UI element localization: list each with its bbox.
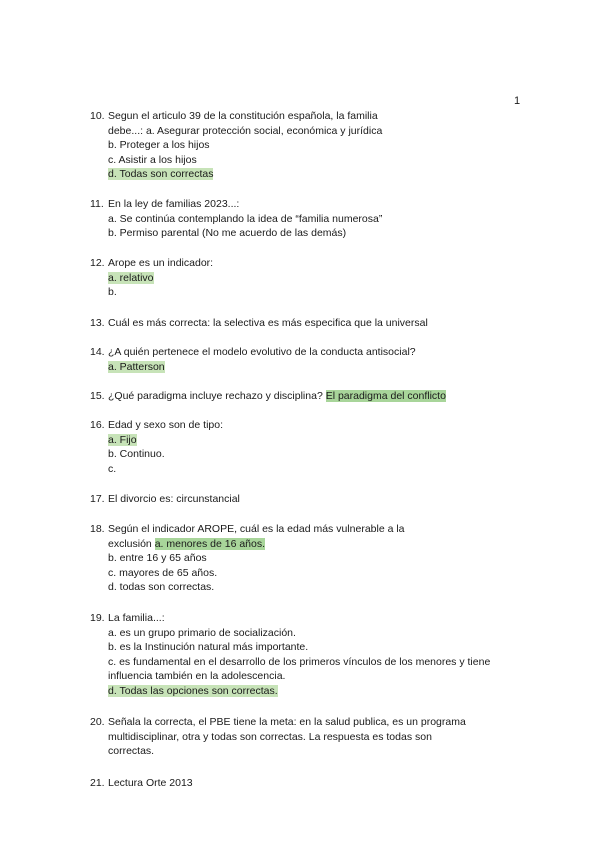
line-text: a. Patterson [108, 360, 165, 373]
line-text: c. [108, 462, 117, 475]
question-text [90, 256, 530, 271]
line-text: Lectura Orte 2013 [108, 777, 193, 789]
question-number: 10. [90, 110, 105, 122]
question-number: 16. [90, 419, 105, 431]
line-text: c. es fundamental en el desarrollo de los primeros vínculos de los menores y tiene [108, 655, 491, 668]
line-text: En la ley de familias 2023...: [108, 198, 240, 210]
question-14 [90, 345, 530, 374]
line-text: b. [108, 286, 117, 299]
answer-line [90, 626, 530, 641]
line-text: Señala la correcta, el PBE tiene la meta: en la salud publica, es un programa [108, 716, 466, 728]
answer-line [90, 566, 530, 581]
answer-line [90, 640, 530, 655]
question-number: 14. [90, 346, 105, 358]
answer-line [90, 167, 530, 182]
question-19 [90, 611, 530, 699]
question-number: 21. [90, 777, 105, 789]
answer-line [90, 551, 530, 566]
highlighted-answer: a. menores de 16 años. [154, 537, 266, 550]
question-number: 12. [90, 257, 105, 269]
line-text: d. todas son correctas. [108, 581, 215, 594]
answer-line [90, 226, 530, 241]
question-11 [90, 197, 530, 241]
line-text: correctas. [108, 745, 155, 758]
answer-line [90, 360, 530, 375]
answer-line [90, 669, 530, 684]
line-text: multidisciplinar, otra y todas son correctas. La respuesta es todas son [108, 730, 432, 743]
line-text: Edad y sexo son de tipo: [108, 419, 223, 431]
line-text: Arope es un indicador: [108, 257, 214, 269]
answer-line [90, 537, 530, 552]
question-text [90, 418, 530, 433]
line-text: exclusión [108, 537, 152, 550]
line-text: ¿A quién pertenece el modelo evolutivo de la conducta antisocial? [108, 346, 416, 358]
question-number: 20. [90, 716, 105, 728]
line-text: b. Continuo. [108, 448, 165, 461]
question-number: 18. [90, 523, 105, 535]
answer-line [90, 285, 530, 300]
question-text [90, 197, 530, 212]
line-text: a. es un grupo primario de socialización. [108, 626, 296, 639]
line-text: b. Permiso parental (No me acuerdo de las demás) [108, 227, 347, 240]
question-17 [90, 492, 530, 507]
question-number: 19. [90, 612, 105, 624]
question-number: 11. [90, 198, 104, 210]
line-text: ¿Qué paradigma incluye rechazo y disciplina? [108, 390, 323, 402]
line-text: a. relativo [108, 271, 154, 284]
question-text [90, 776, 530, 791]
answer-line [90, 462, 530, 477]
answer-line [90, 271, 530, 286]
line-text: La familia...: [108, 612, 165, 624]
line-text: b. es la Instinución natural más importante. [108, 641, 309, 654]
line-text: Según el indicador AROPE, cuál es la edad más vulnerable a la [108, 523, 405, 535]
question-13 [90, 316, 530, 331]
line-text: b. entre 16 y 65 años [108, 552, 207, 565]
question-number: 17. [90, 493, 105, 505]
line-text: b. Proteger a los hijos [108, 139, 210, 152]
question-text [90, 492, 530, 507]
answer-line [90, 684, 530, 699]
question-text [90, 611, 530, 626]
answer-line [90, 138, 530, 153]
line-text: El divorcio es: circunstancial [108, 493, 240, 505]
answer-line [90, 655, 530, 670]
line-text: a. Se continúa contemplando la idea de “familia numerosa” [108, 212, 383, 225]
question-16 [90, 418, 530, 476]
question-number: 13. [90, 317, 105, 329]
question-12 [90, 256, 530, 300]
line-text: c. Asistir a los hijos [108, 153, 197, 166]
line-text: Cuál es más correcta: la selectiva es más especifica que la universal [108, 317, 428, 329]
line-text: influencia también en la adolescencia. [108, 670, 286, 683]
answer-line [90, 730, 530, 745]
line-text: c. mayores de 65 años. [108, 566, 218, 579]
page-number: 1 [514, 95, 521, 107]
answer-line [90, 433, 530, 448]
question-21 [90, 776, 530, 791]
question-text [90, 389, 530, 404]
answer-line [90, 124, 530, 139]
question-10 [90, 109, 530, 182]
answer-line [90, 744, 530, 759]
question-text [90, 345, 530, 360]
answer-line [90, 153, 530, 168]
question-20 [90, 715, 530, 759]
line-text: d. Todas son correctas [108, 168, 214, 181]
line-text: d. Todas las opciones son correctas. [108, 684, 278, 697]
answer-line [90, 580, 530, 595]
answer-line [90, 447, 530, 462]
line-text: a. Fijo [108, 433, 137, 446]
line-text: debe...: a. Asegurar protección social, económica y jurídica [108, 124, 383, 137]
question-text [90, 316, 530, 331]
question-number: 15. [90, 390, 105, 402]
question-text [90, 109, 530, 124]
question-text [90, 715, 530, 730]
answer-line [90, 212, 530, 227]
line-text: Segun el articulo 39 de la constitución española, la familia [108, 110, 378, 122]
question-15 [90, 389, 530, 404]
question-18 [90, 522, 530, 595]
highlighted-answer: El paradigma del conflicto [325, 390, 446, 402]
question-text [90, 522, 530, 537]
